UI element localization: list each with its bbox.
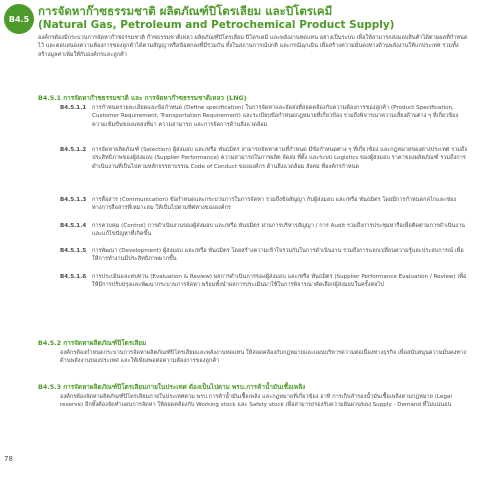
item-number: B4.5.1.5: [60, 248, 87, 254]
intro-paragraph: องค์กรต้องมีกระบวนการจัดหาก๊าซธรรมชาติ ก๊าซธรรมชาติเหลว ผลิตภัณฑ์ปิโตรเลียม ปิโตรเคมี และพลังงานทดแทน อย่างเป็นระบบ เพื่อให้สามารถส่งมอบสินค้าได้ตามผลที่กำหนดไว้ และตอบสนองความต้องการของลูกค้าได้ตามสัญญาหรือข้อตกลงที่มีร่วมกัน ทั้งในสถานการณ์ปกติ และกรณีฉุกเฉิน เพื่อสร้างความมั่นคงทางด้านพลังงานให้แก่ประเทศ รวมทั้งสร้างมูลค่าเพิ่มให้กับองค์กรและลูกค้า: [38, 35, 468, 58]
item-number: B4.5.1.1: [60, 105, 87, 111]
section-heading-b4-5-3: B4.5.3 การจัดหาผลิตภัณฑ์ปิโตรเลียมภายในประเทศ ต้องเป็นไปตาม พรบ.การค้าน้ำมันเชื้อเพลิง: [38, 383, 306, 391]
section-badge: B4.5: [4, 4, 34, 34]
item-number: B4.5.1.3: [60, 197, 87, 203]
title-thai: การจัดหาก๊าซธรรมชาติ ผลิตภัณฑ์ปิโตรเลียม และปิโตรเคมี: [38, 4, 333, 18]
section-heading-b4-5-1: B4.5.1 การจัดหาก๊าซธรรมชาติ และ การจัดหาก๊าซธรรมชาติเหลว (LNG): [38, 94, 247, 102]
item-number: B4.5.1.2: [60, 147, 87, 153]
item-number: B4.5.1.4: [60, 223, 87, 229]
title-english: (Natural Gas, Petroleum and Petrochemical Product Supply): [38, 19, 395, 31]
item-text: การประเมินและทบทวน (Evaluation & Review) ผลการดำเนินการของผู้ส่งมอบ และ/หรือ พันธมิตร (Supplier Performance Evaluation / Review) เพื่อให้มีการปรับปรุงและพัฒนากระบวนการจัดหา พร้อมทั้งนำผลการประเมินมาใช้ในการพิจารณาคัดเลือกผู้ส่งมอบในครั้งต่อไป: [92, 274, 467, 289]
item-text: การกำหนดรายละเอียดและข้อกำหนด (Define specification) ในการจัดหาและจัดส่งที่สอดคล้องกับความต้องการของลูกค้า (Product Specification, Customer Requirement, Transportation Requirement) และระเบียบข้อกำหนดกฎหมายที่เกี่ยวข้อง รวมถึงพิจารณาความเสี่ยงด้านต่าง ๆ ที่เกี่ยวข้อง ความเข้มข้นของแหล่งที่มา ความสามารถ และการจัดการด้านสิ่งแวดล้อม: [92, 105, 459, 128]
section-paragraph: องค์กรต้องกำหนดกระบวนการจัดหาผลิตภัณฑ์ปิโตรเลียมและพลังงานทดแทน ให้สอดคล้องกับกฎหมายและแผนบริหารความต่อเนื่องทางธุรกิจ เพื่อสนับสนุนความมั่นคงทางด้านพลังงานของประเทศ และให้เพียงพอต่อความต้องการของลูกค้า: [60, 350, 467, 365]
item-text: การสื่อสาร (Communication) ข้อกำหนดและกระบวนการในการจัดหา รวมถึงข้อสัญญา กับผู้ส่งมอบ และ/หรือ พันธมิตร โดยมีการกำหนดกลไกและช่องทางการสื่อสารที่เหมาะสม ให้เป็นไปตามทิศทางขององค์กร: [92, 197, 457, 212]
item-text: การพัฒนา (Development) ผู้ส่งมอบ และ/หรือ พันธมิตร โดยสร้างความเข้าใจร่วมกันในการดำเนินงาน รวมถึงการแลกเปลี่ยนความรู้และประสบการณ์ เพื่อให้การทำงานมีประสิทธิภาพมากขึ้น: [92, 248, 464, 263]
item-number: B4.5.1.6: [60, 274, 87, 280]
item-text: การควบคุม (Control) การดำเนินงานของผู้ส่งมอบ และ/หรือ พันธมิตร ผ่านการบริหารสัญญา / การ Audit รวมถึงการประชุมหารือเพื่อติดตามการดำเนินงาน และแก้ไขปัญหาที่เกิดขึ้น: [92, 223, 466, 238]
section-paragraph: องค์กรต้องจัดหาผลิตภัณฑ์ปิโตรเลียมภายในประเทศตาม พรบ.การค้าน้ำมันเชื้อเพลิง และกฎหมายที่เกี่ยวข้อง อาทิ การเก็บสำรองน้ำมันเชื้อเพลิงตามกฎหมาย (Legal reserve) อีกทั้งต้องจัดทำแผนการจัดหา ให้สอดคล้องกับ Working stock และ Safety stock เพื่อสามารถรองรับความผันผวนของ Supply - Demand ที่ไม่แน่นอน: [60, 394, 452, 409]
item-text: การจัดหาผลิตภัณฑ์ (Selection) ผู้ส่งมอบ และ/หรือ พันธมิตร สามารถจัดหาตามที่กำหนด มีข้อกำหนดต่าง ๆ ที่เกี่ยวข้อง และกฎหมายของต่างประเทศ รวมถึงประสิทธิภาพของผู้ส่งมอบ (Supplier Performance) ความสามารถในการผลิต จัดส่ง ที่ตั้ง และระบบ Logistics ของผู้ส่งมอบ ราคาของผลิตภัณฑ์ รวมถึงการดำเนินงานที่เป็นไปตามหลักจรรยาบรรณ Code of Conduct ขององค์กร ด้านสิ่งแวดล้อม สังคม ที่องค์กรกำหนด: [92, 147, 468, 170]
section-heading-b4-5-2: B4.5.2 การจัดหาผลิตภัณฑ์ปิโตรเลียม: [38, 339, 147, 347]
page-number: 78: [4, 455, 13, 463]
